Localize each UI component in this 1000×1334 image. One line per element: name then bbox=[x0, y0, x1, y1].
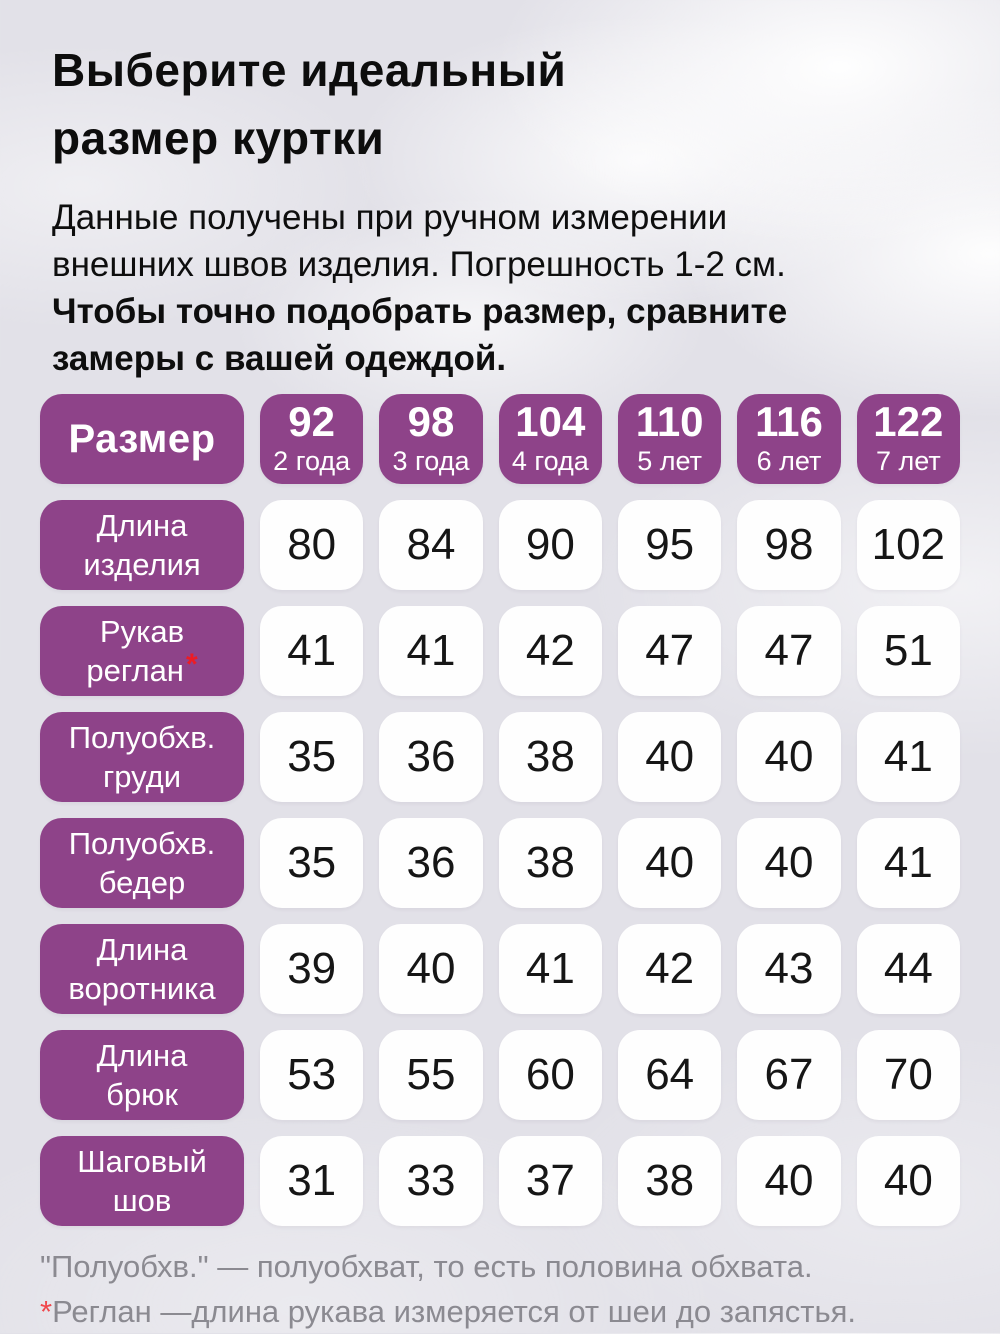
footnote-half-girth: "Полуобхв." — полуобхват, то есть половина обхвата. bbox=[40, 1249, 813, 1284]
row-label-line1: Полуобхв. bbox=[68, 826, 216, 861]
value-cell: 41 bbox=[857, 818, 960, 908]
row-label-line2: воротника bbox=[68, 971, 216, 1006]
table-corner-header: Размер bbox=[40, 394, 244, 484]
size-value: 98 bbox=[407, 397, 455, 445]
value-cell: 44 bbox=[857, 924, 960, 1014]
value-cell: 40 bbox=[857, 1136, 960, 1226]
value-cell: 40 bbox=[737, 1136, 840, 1226]
value-cell: 35 bbox=[260, 818, 363, 908]
value-cell: 40 bbox=[379, 924, 482, 1014]
age-value: 5 лет bbox=[637, 446, 703, 477]
intro-text bbox=[52, 194, 948, 382]
value-cell: 47 bbox=[737, 606, 840, 696]
value-cell: 38 bbox=[618, 1136, 721, 1226]
column-header-116 bbox=[737, 394, 840, 484]
intro-bold-line2: замеры с вашей одеждой. bbox=[52, 339, 507, 378]
value-cell: 90 bbox=[499, 500, 602, 590]
value-cell: 64 bbox=[618, 1030, 721, 1120]
size-value: 92 bbox=[288, 397, 336, 445]
value-cell: 40 bbox=[737, 818, 840, 908]
value-cell: 41 bbox=[499, 924, 602, 1014]
row-label-line2 bbox=[86, 647, 198, 691]
age-value: 6 лет bbox=[756, 446, 822, 477]
value-cell: 38 bbox=[499, 818, 602, 908]
value-cell: 35 bbox=[260, 712, 363, 802]
value-cell: 98 bbox=[737, 500, 840, 590]
value-cell: 102 bbox=[857, 500, 960, 590]
raglan-asterisk: * bbox=[185, 647, 198, 681]
footnote-asterisk: * bbox=[40, 1294, 53, 1329]
row-label-raglan-sleeve bbox=[40, 606, 244, 696]
value-cell: 80 bbox=[260, 500, 363, 590]
intro-line2: внешних швов изделия. Погрешность 1-2 см. bbox=[52, 245, 786, 284]
size-value: 122 bbox=[873, 397, 944, 445]
value-cell: 95 bbox=[618, 500, 721, 590]
row-label-half-hips bbox=[40, 818, 244, 908]
value-cell: 47 bbox=[618, 606, 721, 696]
row-label-line2: шов bbox=[112, 1183, 172, 1218]
row-label-line1: Длина bbox=[96, 508, 188, 543]
row-label-collar-length bbox=[40, 924, 244, 1014]
footnote-raglan bbox=[40, 1289, 960, 1334]
value-cell: 40 bbox=[737, 712, 840, 802]
row-label-line1: Рукав bbox=[99, 613, 185, 649]
page-title-line1: Выберите идеальный bbox=[52, 44, 567, 96]
size-value: 116 bbox=[755, 397, 823, 445]
value-cell: 31 bbox=[260, 1136, 363, 1226]
row-label-line2: груди bbox=[102, 759, 182, 794]
page-title-line2: размер куртки bbox=[52, 112, 385, 164]
footnotes bbox=[40, 1244, 960, 1334]
column-header-110 bbox=[618, 394, 721, 484]
row-label-line2: брюк bbox=[106, 1077, 178, 1112]
size-value: 104 bbox=[515, 397, 586, 445]
page bbox=[0, 0, 1000, 382]
value-cell: 41 bbox=[379, 606, 482, 696]
column-header-92 bbox=[260, 394, 363, 484]
size-value: 110 bbox=[635, 397, 704, 445]
value-cell: 36 bbox=[379, 818, 482, 908]
value-cell: 60 bbox=[499, 1030, 602, 1120]
value-cell: 38 bbox=[499, 712, 602, 802]
row-label-line1: Полуобхв. bbox=[68, 720, 216, 755]
value-cell: 51 bbox=[857, 606, 960, 696]
age-value: 7 лет bbox=[875, 446, 941, 477]
row-label-product-length bbox=[40, 500, 244, 590]
value-cell: 70 bbox=[857, 1030, 960, 1120]
row-label-line2: бедер bbox=[98, 865, 186, 900]
row-label-line1: Длина bbox=[96, 932, 188, 967]
intro-line1: Данные получены при ручном измерении bbox=[52, 198, 728, 237]
row-label-text: реглан bbox=[86, 652, 184, 688]
value-cell: 67 bbox=[737, 1030, 840, 1120]
value-cell: 37 bbox=[499, 1136, 602, 1226]
value-cell: 43 bbox=[737, 924, 840, 1014]
value-cell: 42 bbox=[618, 924, 721, 1014]
value-cell: 42 bbox=[499, 606, 602, 696]
value-cell: 36 bbox=[379, 712, 482, 802]
intro-bold-line1: Чтобы точно подобрать размер, сравните bbox=[52, 292, 788, 331]
footnote-raglan-text: Реглан —длина рукава измеряется от шеи до запястья. bbox=[52, 1294, 856, 1329]
value-cell: 41 bbox=[260, 606, 363, 696]
column-header-104 bbox=[499, 394, 602, 484]
value-cell: 40 bbox=[618, 818, 721, 908]
row-label-inseam bbox=[40, 1136, 244, 1226]
age-value: 2 года bbox=[273, 446, 351, 477]
age-value: 3 года bbox=[392, 446, 470, 477]
value-cell: 55 bbox=[379, 1030, 482, 1120]
column-header-98 bbox=[379, 394, 482, 484]
row-label-line1: Шаговый bbox=[77, 1144, 207, 1179]
row-label-half-chest bbox=[40, 712, 244, 802]
age-value: 4 года bbox=[511, 446, 589, 477]
value-cell: 40 bbox=[618, 712, 721, 802]
row-label-line2: изделия bbox=[83, 547, 201, 582]
value-cell: 33 bbox=[379, 1136, 482, 1226]
size-table bbox=[40, 394, 960, 1226]
value-cell: 84 bbox=[379, 500, 482, 590]
page-title bbox=[52, 36, 948, 172]
value-cell: 41 bbox=[857, 712, 960, 802]
value-cell: 53 bbox=[260, 1030, 363, 1120]
column-header-122 bbox=[857, 394, 960, 484]
row-label-line1: Длина bbox=[96, 1038, 188, 1073]
row-label-trousers-length bbox=[40, 1030, 244, 1120]
value-cell: 39 bbox=[260, 924, 363, 1014]
